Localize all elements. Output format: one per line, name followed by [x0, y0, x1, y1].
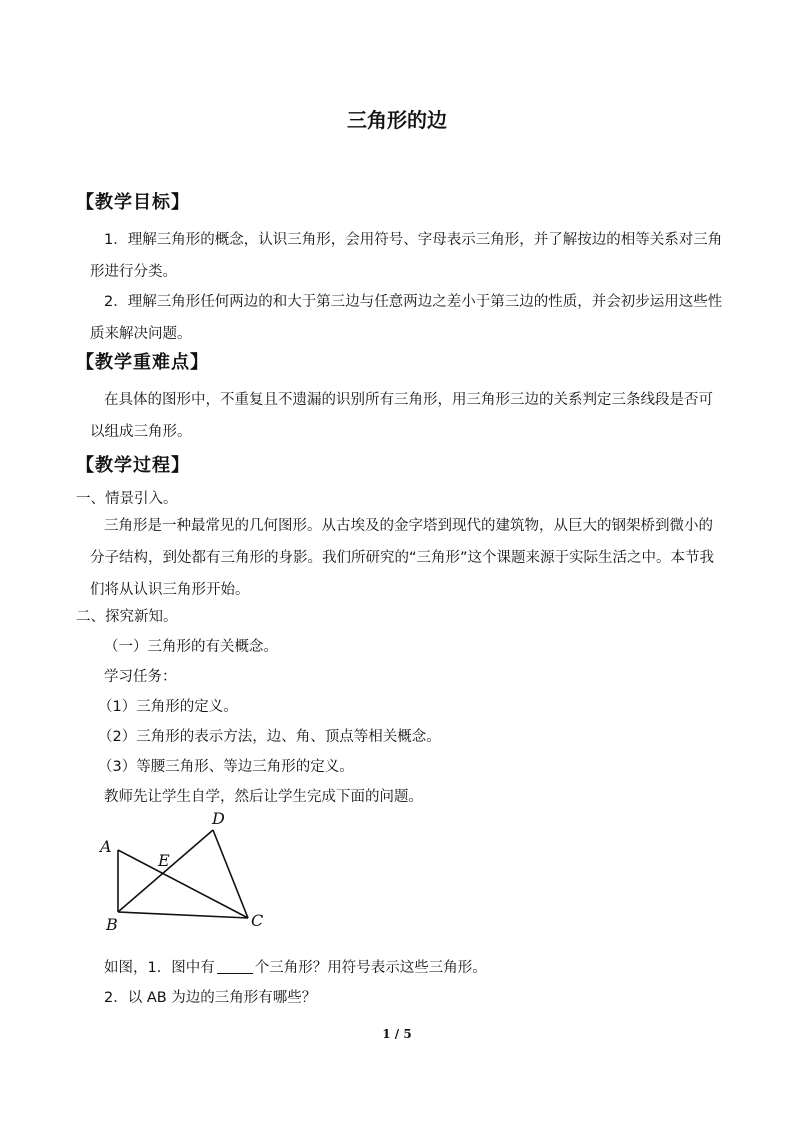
- teacher-instruction: 教师先让学生自学，然后让学生完成下面的问题。: [104, 789, 423, 805]
- subsection-concepts: （一）三角形的有关概念。: [104, 639, 278, 655]
- section-heading-process: 【教学过程】: [76, 455, 190, 476]
- task-label: 学习任务：: [104, 669, 177, 685]
- keypoints-text: 在具体的图形中，不重复且不遗漏的识别所有三角形，用三角形三边的关系判定三条线段是否可以组成三角形。: [90, 392, 713, 440]
- label-b: B: [106, 915, 118, 934]
- task-item-2: （2）三角形的表示方法，边、角、顶点等相关概念。: [98, 729, 441, 745]
- intro-paragraph: [90, 510, 724, 606]
- segment-bc: [118, 912, 248, 918]
- objective-paragraph-2: [90, 286, 724, 350]
- keypoints-paragraph: [90, 384, 724, 448]
- question-2: 2．以 AB 为边的三角形有哪些？: [104, 990, 317, 1006]
- section-heading-objectives: 【教学目标】: [76, 192, 190, 213]
- objective-1-text: 1．理解三角形的概念，认识三角形，会用符号、字母表示三角形，并了解按边的相等关系对三角形进行分类。: [90, 232, 723, 280]
- task-item-3: （3）等腰三角形、等边三角形的定义。: [98, 759, 354, 775]
- label-d: D: [212, 809, 225, 828]
- objective-2-text: 2．理解三角形任何两边的和大于第三边与任意两边之差小于第三边的性质，并会初步运用这些性质来解决问题。: [90, 294, 723, 342]
- label-e: E: [158, 851, 170, 870]
- objective-paragraph-1: [90, 224, 724, 288]
- task-item-1: （1）三角形的定义。: [98, 699, 238, 715]
- page-number: 1 / 5: [382, 1027, 412, 1041]
- segment-ac: [118, 850, 248, 918]
- label-a: A: [100, 837, 112, 856]
- question-1-suffix: 个三角形？用符号表示这些三角形。: [254, 960, 487, 976]
- segment-dc: [213, 830, 248, 918]
- question-1: [104, 958, 487, 978]
- segment-bd: [118, 830, 213, 912]
- page-title: 三角形的边: [347, 108, 447, 132]
- label-c: C: [251, 911, 264, 930]
- process-step-2: 二、探究新知。: [76, 609, 178, 625]
- process-step-1: 一、情景引入。: [76, 491, 178, 507]
- answer-blank: [217, 959, 253, 974]
- question-1-prefix: 如图，1．图中有: [104, 960, 215, 976]
- triangle-figure: [98, 806, 268, 936]
- section-heading-keypoints: 【教学重难点】: [76, 352, 209, 373]
- intro-text: 三角形是一种最常见的几何图形。从古埃及的金字塔到现代的建筑物，从巨大的钢架桥到微小的分子结构，到处都有三角形的身影。我们所研究的“三角形”这个课题来源于实际生活之中。本节我们将从认识三角形开始。: [90, 518, 715, 598]
